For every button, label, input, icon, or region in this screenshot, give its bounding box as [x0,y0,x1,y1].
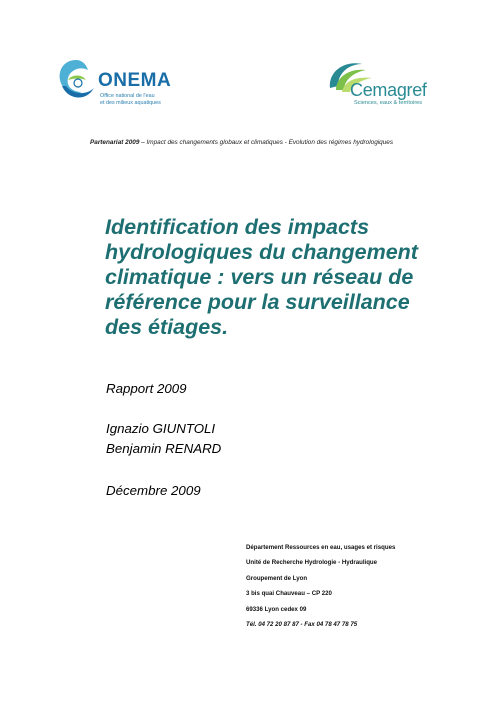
document-title: Identification des impacts hydrologiques du changement climatique : vers un réseau de référence pour la surveillance des étiages. [105,215,418,339]
onema-wave-emblem-icon [56,56,96,104]
cemagref-tagline: Sciences, eaux & territoires [354,100,423,106]
address-block [246,540,395,632]
partnership-line [90,139,393,146]
phone-fax-line: Tél. 04 72 20 87 87 - Fax 04 78 47 78 75 [246,621,358,629]
onema-wordmark: ONEMA [98,70,172,91]
group-line: Groupement de Lyon [246,574,308,582]
report-label: Rapport 2009 [106,381,187,396]
onema-tagline-line2: et des milieux aquatiques [100,99,161,106]
research-unit-line: Unité de Recherche Hydrologie - Hydraulique [246,559,378,567]
partnership-text: – Impact des changements globaux et climatiques - Evolution des régimes hydrologiques [139,139,394,146]
cemagref-wordmark: Cemagref [350,80,427,100]
onema-tagline-line1: Office national de l'eau [100,93,155,99]
street-line: 3 bis quai Chauveau – CP 220 [246,590,332,598]
author-name: Benjamin RENARD [106,441,222,456]
onema-logo [56,56,186,112]
author-name: Ignazio GIUNTOLI [106,421,216,436]
cemagref-logo [322,58,442,114]
city-line: 69336 Lyon cedex 09 [246,605,307,613]
department-line: Département Ressources en eau, usages et risques [246,544,396,551]
publication-date: Décembre 2009 [106,483,201,498]
partnership-label: Partenariat 2009 [90,139,140,146]
onema-tagline [100,93,161,106]
